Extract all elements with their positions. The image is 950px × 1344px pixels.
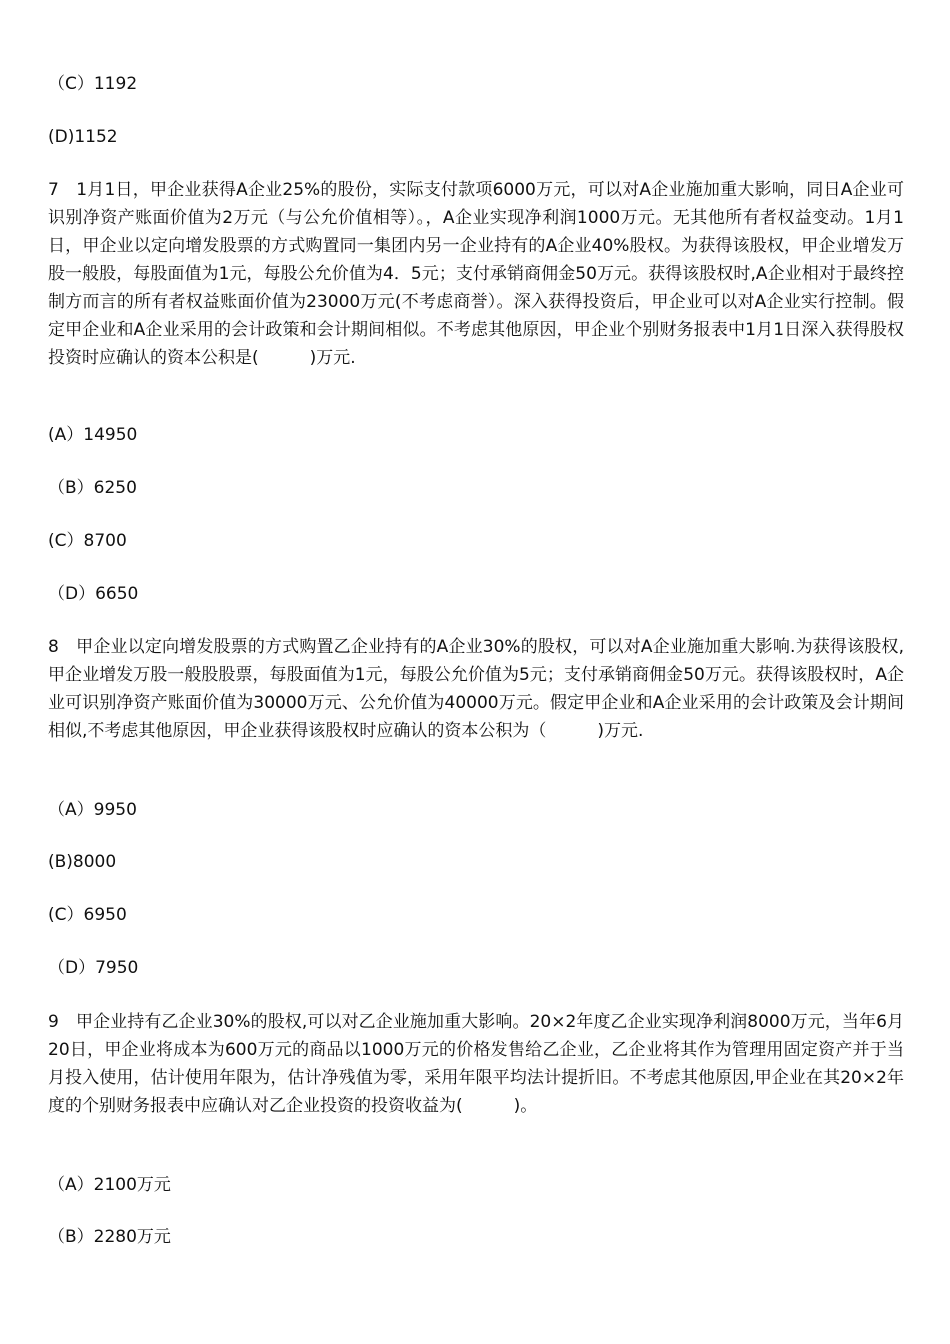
- q8-option-c: (C）6950: [48, 905, 127, 925]
- q9-question-text: 9 甲企业持有乙企业30%的股权,可以对乙企业施加重大影响。20×2年度乙企业实现净利润8000万元，当年6月20日，甲企业将成本为600万元的商品以1000万元的价格发售给乙企业，乙企业将其作为管理用固定资产并于当月投入使用，估计使用年限为，估计净残值为零，采用年限平均法计提折旧。不考虑其他原因,甲企业在其20×2年度的个别财务报表中应确认对乙企业投资的投资收益为( )。: [48, 1012, 904, 1116]
- q6-option-d: (D)1152: [48, 127, 118, 147]
- q9-option-a: （A）2100万元: [48, 1175, 171, 1195]
- q8-option-a: （A）9950: [48, 800, 137, 820]
- q7-question-text: 7 1月1日，甲企业获得A企业25%的股份，实际支付款项6000万元，可以对A企业施加重大影响，同日A企业可识别净资产账面价值为2万元（与公允价值相等）。，A企业实现净利润1000万元。无其他所有者权益变动。1月1日，甲企业以定向增发股票的方式购置同一集团内另一企业持有的A企业40%股权。为获得该股权，甲企业增发万股一般股，每股面值为1元，每股公允价值为4．5元；支付承销商佣金50万元。获得该股权时,A企业相对于最终控制方而言的所有者权益账面价值为23000万元(不考虑商誉）。深入获得投资后，甲企业可以对A企业实行控制。假定甲企业和A企业采用的会计政策和会计期间相似。不考虑其他原因，甲企业个别财务报表中1月1日深入获得股权投资时应确认的资本公积是( )万元.: [48, 180, 904, 368]
- q8-option-d: （D）7950: [48, 958, 139, 978]
- q7-option-b: （B）6250: [48, 478, 137, 498]
- q7-option-c: (C）8700: [48, 531, 127, 551]
- q8-option-b: (B)8000: [48, 852, 117, 872]
- q9-option-b: （B）2280万元: [48, 1227, 171, 1247]
- q8-question-text: 8 甲企业以定向增发股票的方式购置乙企业持有的A企业30%的股权，可以对A企业施加重大影响.为获得该股权,甲企业增发万股一般股股票，每股面值为1元，每股公允价值为5元；支付承销商佣金50万元。获得该股权时，A企业可识别净资产账面价值为30000万元、公允价值为40000万元。假定甲企业和A企业采用的会计政策及会计期间相似,不考虑其他原因，甲企业获得该股权时应确认的资本公积为（ )万元.: [48, 637, 904, 741]
- q7-option-d: （D）6650: [48, 584, 139, 604]
- q7-option-a: (A）14950: [48, 425, 138, 445]
- q6-option-c: （C）1192: [48, 74, 138, 94]
